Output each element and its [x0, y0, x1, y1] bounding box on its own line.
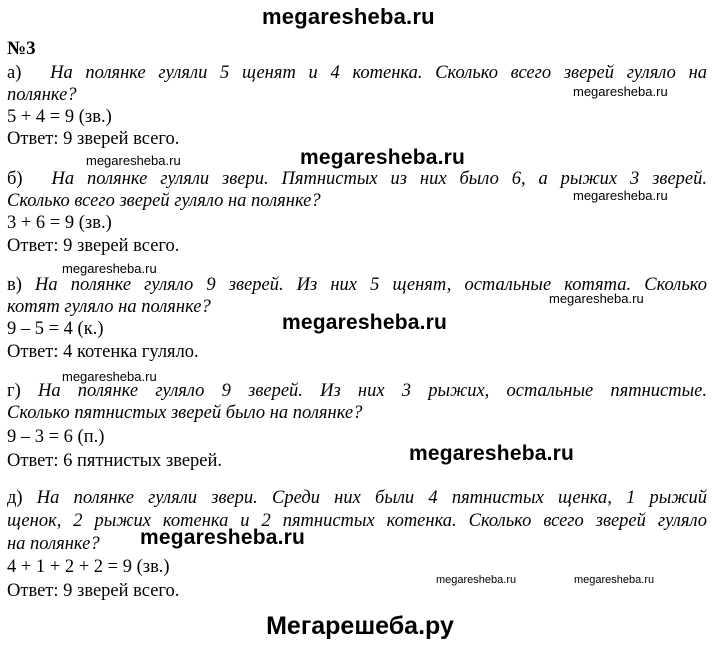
part-g-answer: Ответ: 6 пятнистых зверей.	[7, 451, 223, 471]
part-d-question-line2: щенок, 2 рыжих котенка и 2 пятнистых котенка. Сколько всего зверей гуляло	[7, 511, 707, 531]
part-v-question-line1: в) На полянке гуляло 9 зверей. Из них 5 щенят, остальные котята. Сколько	[7, 275, 707, 295]
part-a-question-line1: а) На полянке гуляли 5 щенят и 4 котенка. Сколько всего зверей гуляло на	[7, 63, 707, 83]
watermark-small: megaresheba.ru	[436, 574, 517, 586]
part-d-answer: Ответ: 9 зверей всего.	[7, 581, 180, 601]
watermark-small: megaresheba.ru	[574, 574, 655, 586]
part-d-solution: 4 + 1 + 2 + 2 = 9 (зв.)	[7, 557, 170, 577]
part-a-question-line2: полянке?	[7, 85, 77, 105]
watermark-small: megaresheba.ru	[62, 261, 157, 276]
part-b-question-line1: б) На полянке гуляли звери. Пятнистых из них было 6, а рыжих 3 зверей.	[7, 169, 708, 189]
part-v-label: в)	[7, 275, 22, 295]
part-b-label: б)	[7, 169, 23, 189]
part-g-solution: 9 – 3 = 6 (п.)	[7, 427, 105, 447]
watermark-small: megaresheba.ru	[573, 84, 668, 99]
watermark-large: megaresheba.ru	[300, 146, 466, 169]
part-a-label: а)	[7, 63, 22, 83]
part-a-answer: Ответ: 9 зверей всего.	[7, 129, 180, 149]
part-d-label: д)	[7, 488, 23, 508]
part-g-question-line1: г) На полянке гуляло 9 зверей. Из них 3 рыжих, остальные пятнистые.	[7, 381, 707, 401]
site-header: megaresheba.ru	[262, 4, 435, 29]
watermark-large: megaresheba.ru	[282, 311, 448, 334]
watermark-small: megaresheba.ru	[549, 291, 644, 306]
watermark-small: megaresheba.ru	[573, 188, 668, 203]
part-v-answer: Ответ: 4 котенка гуляло.	[7, 342, 199, 362]
task-number: №3	[7, 38, 36, 59]
part-v-solution: 9 – 5 = 4 (к.)	[7, 319, 104, 339]
part-d-question-line1: д) На полянке гуляли звери. Среди них были 4 пятнистых щенка, 1 рыжий	[7, 488, 708, 508]
part-b-question-line2: Сколько всего зверей гуляло на полянке?	[7, 191, 321, 211]
part-v-question-line2: котят гуляло на полянке?	[7, 297, 211, 317]
part-b-answer: Ответ: 9 зверей всего.	[7, 236, 180, 256]
watermark-large: megaresheba.ru	[409, 442, 575, 465]
part-a-solution: 5 + 4 = 9 (зв.)	[7, 107, 112, 127]
watermark-small: megaresheba.ru	[86, 153, 181, 168]
part-d-question-line3: на полянке?	[7, 534, 100, 554]
footer-brand: Мегарешеба.ру	[266, 612, 454, 640]
part-b-solution: 3 + 6 = 9 (зв.)	[7, 213, 112, 233]
part-g-question-line2: Сколько пятнистых зверей было на полянке?	[7, 403, 363, 423]
watermark-large: megaresheba.ru	[140, 526, 306, 549]
watermark-small: megaresheba.ru	[62, 369, 157, 384]
part-g-label: г)	[7, 381, 21, 401]
